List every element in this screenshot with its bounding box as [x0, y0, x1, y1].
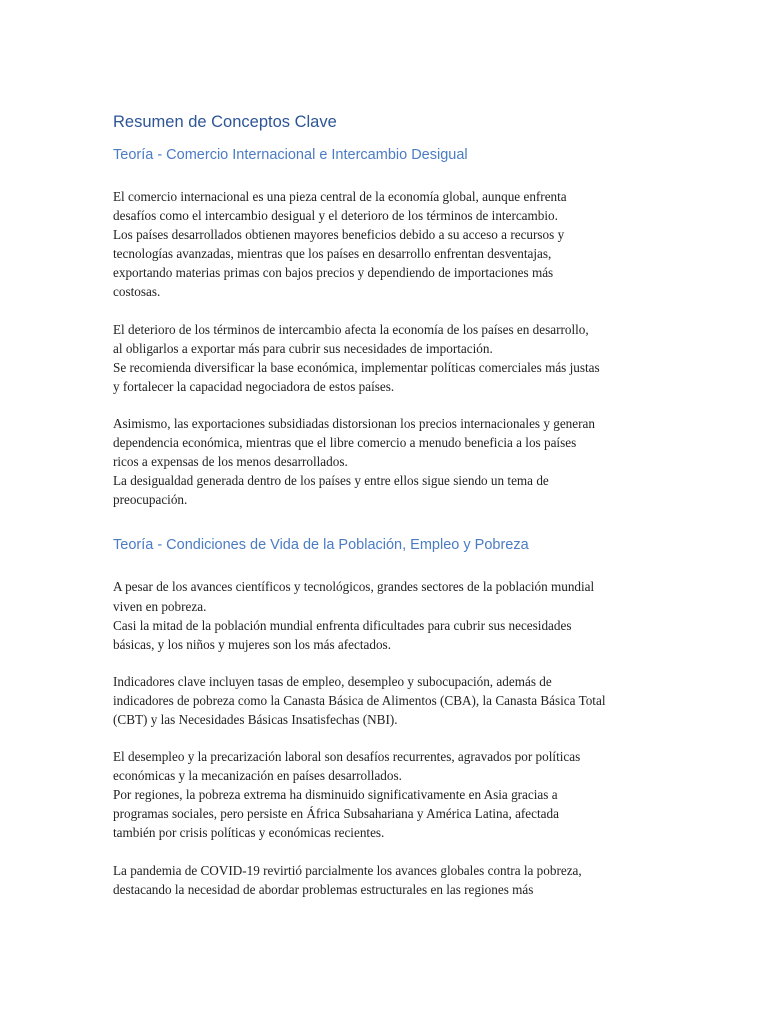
paragraph-condiciones-3: [113, 747, 658, 842]
text-line: El desempleo y la precarización laboral son desafíos recurrentes, agravados por políticas: [113, 749, 581, 765]
text-line: Se recomienda diversificar la base económica, implementar políticas comerciales más justas: [113, 359, 600, 375]
text-line: viven en pobreza.: [113, 598, 207, 614]
paragraph-condiciones-2: [113, 672, 658, 729]
text-line: La desigualdad generada dentro de los países y entre ellos sigue siendo un tema de: [113, 473, 549, 489]
text-line: Casi la mitad de la población mundial enfrenta dificultades para cubrir sus necesidades: [113, 617, 572, 633]
text-line: y fortalecer la capacidad negociadora de estos países.: [113, 378, 395, 394]
text-line: costosas.: [113, 284, 161, 300]
text-line: Los países desarrollados obtienen mayores beneficios debido a su acceso a recursos y: [113, 227, 565, 243]
paragraph-comercio-1: [113, 187, 658, 302]
text-line: El deterioro de los términos de intercambio afecta la economía de los países en desarrollo,: [113, 321, 589, 337]
text-line: (CBT) y las Necesidades Básicas Insatisfechas (NBI).: [113, 711, 398, 727]
text-line: Por regiones, la pobreza extrema ha disminuido significativamente en Asia gracias a: [113, 787, 558, 803]
text-line: Asimismo, las exportaciones subsidiadas distorsionan los precios internacionales y generan: [113, 415, 595, 431]
text-line: destacando la necesidad de abordar problemas estructurales en las regiones más: [113, 881, 534, 897]
text-line: indicadores de pobreza como la Canasta Básica de Alimentos (CBA), la Canasta Básica Total: [113, 692, 606, 708]
text-line: al obligarlos a exportar más para cubrir sus necesidades de importación.: [113, 340, 493, 356]
text-line: La pandemia de COVID-19 revirtió parcialmente los avances globales contra la pobreza,: [113, 862, 582, 878]
section-heading-condiciones: Teoría - Condiciones de Vida de la Población, Empleo y Pobreza: [113, 537, 529, 554]
document-title: Resumen de Conceptos Clave: [113, 113, 337, 131]
document-page: [113, 112, 658, 917]
text-line: básicas, y los niños y mujeres son los más afectados.: [113, 636, 391, 652]
paragraph-comercio-2: [113, 320, 658, 396]
text-line: económicas y la mecanización en países desarrollados.: [113, 768, 402, 784]
text-line: ricos a expensas de los menos desarrollados.: [113, 454, 348, 470]
paragraph-condiciones-4: [113, 861, 658, 899]
text-line: Indicadores clave incluyen tasas de empleo, desempleo y subocupación, además de: [113, 673, 552, 689]
paragraph-comercio-3: [113, 414, 658, 509]
text-line: preocupación.: [113, 492, 188, 508]
text-line: programas sociales, pero persiste en África Subsahariana y América Latina, afectada: [113, 806, 559, 822]
text-line: dependencia económica, mientras que el libre comercio a menudo beneficia a los países: [113, 435, 577, 451]
section-heading-comercio: Teoría - Comercio Internacional e Intercambio Desigual: [113, 147, 468, 163]
text-line: también por crisis políticas y económicas recientes.: [113, 825, 385, 841]
text-line: A pesar de los avances científicos y tecnológicos, grandes sectores de la población mundial: [113, 579, 595, 595]
paragraph-condiciones-1: [113, 577, 658, 653]
text-line: tecnologías avanzadas, mientras que los países en desarrollo enfrentan desventajas,: [113, 246, 552, 262]
text-line: desafíos como el intercambio desigual y el deterioro de los términos de intercambio.: [113, 208, 558, 224]
text-line: exportando materias primas con bajos precios y dependiendo de importaciones más: [113, 265, 554, 281]
text-line: El comercio internacional es una pieza central de la economía global, aunque enfrenta: [113, 189, 567, 204]
